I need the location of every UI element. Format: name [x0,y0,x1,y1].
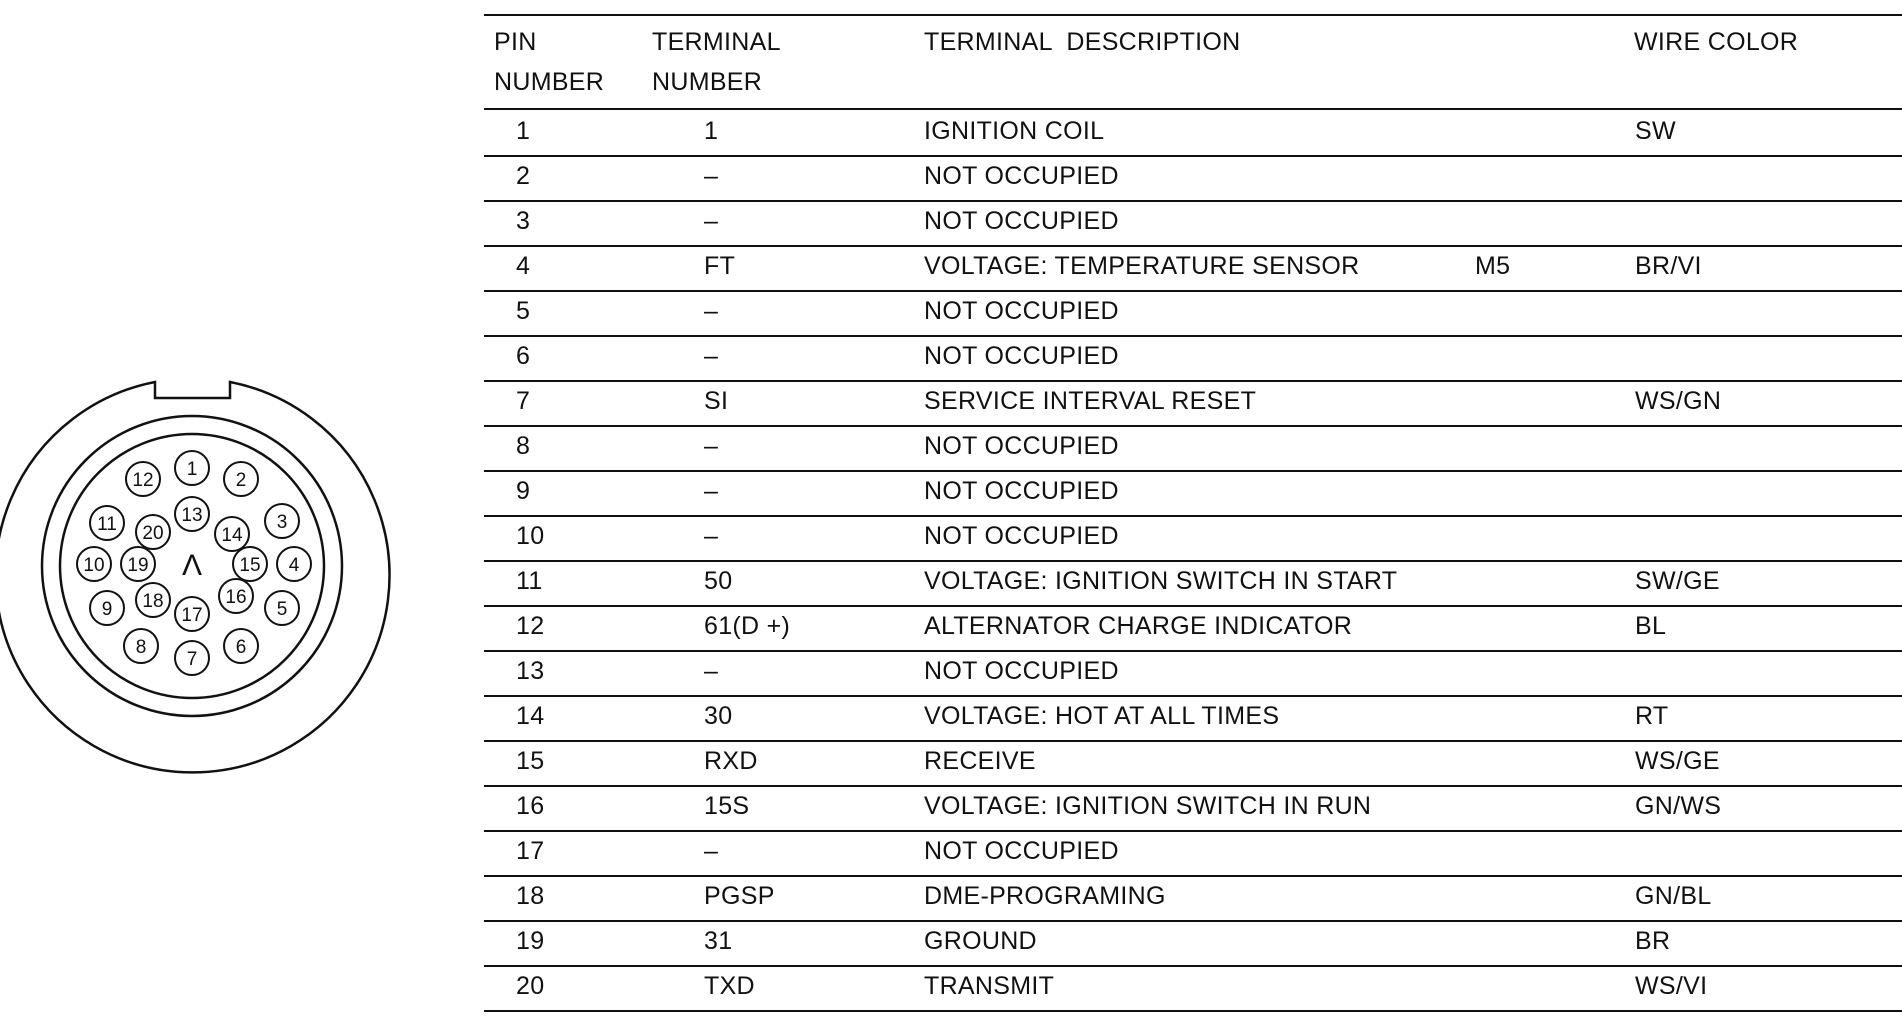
table-row [484,560,1902,607]
terminal-description-cell: TRANSMIT [924,972,1055,1000]
connector-pin-8-label: 8 [135,637,147,658]
connector-pin-10-label: 10 [83,555,105,576]
terminal-description-cell: NOT OCCUPIED [924,297,1119,325]
terminal-number-cell: 50 [704,567,733,595]
table-row [484,785,1902,832]
table-row [484,290,1902,337]
connector-pin-15-label: 15 [239,555,261,576]
connector-pin-3-label: 3 [276,512,288,533]
terminal-number-cell: 61(D +) [704,612,791,640]
terminal-number-cell: TXD [704,972,755,1000]
terminal-description-cell: NOT OCCUPIED [924,342,1119,370]
pin-number-cell: 9 [516,477,531,505]
terminal-description-cell: VOLTAGE: IGNITION SWITCH IN RUN [924,792,1372,820]
table-row [484,740,1902,787]
pin-assignment-table [484,0,1902,1024]
terminal-number-cell: – [704,207,719,235]
header-terminal-description: TERMINAL DESCRIPTION [924,28,1241,56]
connector-pin-19-label: 19 [127,555,149,576]
terminal-description-cell: DME-PROGRAMING [924,882,1166,910]
terminal-number-cell: – [704,837,719,865]
pin-number-cell: 18 [516,882,545,910]
wire-color-cell: SW [1635,117,1676,145]
wire-color-cell: RT [1635,702,1669,730]
terminal-description-cell: IGNITION COIL [924,117,1105,145]
connector-pin-11-label: 11 [97,514,117,535]
pin-number-cell: 14 [516,702,545,730]
terminal-number-cell: 1 [704,117,719,145]
table-top-rule [484,14,1902,16]
wire-color-cell: WS/GE [1635,747,1720,775]
table-row [484,335,1902,382]
table-row [484,920,1902,967]
terminal-number-cell: – [704,477,719,505]
connector-pin-16-label: 16 [225,587,247,608]
connector-key-notch: Λ [181,549,203,582]
terminal-description-cell: VOLTAGE: HOT AT ALL TIMES [924,702,1280,730]
terminal-description-cell: VOLTAGE: IGNITION SWITCH IN START [924,567,1398,595]
table-row [484,380,1902,427]
connector-diagram [0,364,400,774]
wire-color-cell: BR [1635,927,1671,955]
connector-pin-17-label: 17 [181,605,203,626]
connector-pin-4-label: 4 [288,555,300,576]
terminal-description-cell: NOT OCCUPIED [924,162,1119,190]
header-wire-color: WIRE COLOR [1634,28,1799,56]
pin-number-cell: 4 [516,252,531,280]
connector-pin-13-label: 13 [181,505,203,526]
connector-pin-14-label: 14 [221,525,243,546]
table-row [484,965,1902,1012]
wire-color-cell: SW/GE [1635,567,1720,595]
pin-number-cell: 3 [516,207,531,235]
table-row [484,830,1902,877]
header-pin-line-2: NUMBER [494,68,605,96]
pin-number-cell: 17 [516,837,545,865]
pin-number-cell: 8 [516,432,531,460]
table-row [484,650,1902,697]
terminal-description-cell: NOT OCCUPIED [924,522,1119,550]
terminal-number-cell: – [704,162,719,190]
table-row [484,515,1902,562]
table-row [484,695,1902,742]
header-pin-number [494,22,604,102]
terminal-number-cell: RXD [704,747,758,775]
pin-number-cell: 5 [516,297,531,325]
wire-color-cell: WS/GN [1635,387,1722,415]
terminal-description-cell: NOT OCCUPIED [924,837,1119,865]
pin-number-cell: 16 [516,792,545,820]
pin-number-cell: 19 [516,927,545,955]
connector-pin-6-label: 6 [235,637,247,658]
wire-color-cell: BL [1635,612,1667,640]
table-row [484,155,1902,202]
terminal-description-cell: SERVICE INTERVAL RESET [924,387,1257,415]
terminal-number-cell: PGSP [704,882,775,910]
pin-number-cell: 7 [516,387,531,415]
terminal-description-cell: NOT OCCUPIED [924,432,1119,460]
table-row [484,110,1902,157]
terminal-number-cell: FT [704,252,736,280]
header-pin-line-1: PIN [494,28,537,56]
table-row [484,200,1902,247]
terminal-number-cell: – [704,297,719,325]
connector-pin-7-label: 7 [186,649,198,670]
terminal-number-cell: – [704,432,719,460]
table-row [484,245,1902,292]
pin-number-cell: 13 [516,657,545,685]
table-row [484,470,1902,517]
terminal-description-cell: VOLTAGE: TEMPERATURE SENSOR [924,252,1360,280]
terminal-description-cell: RECEIVE [924,747,1036,775]
wire-color-cell: BR/VI [1635,252,1702,280]
connector-pin-20-label: 20 [142,523,164,544]
table-row [484,605,1902,652]
wire-color-cell: WS/VI [1635,972,1708,1000]
terminal-number-cell: SI [704,387,729,415]
terminal-number-cell: 30 [704,702,733,730]
terminal-number-cell: 15S [704,792,750,820]
terminal-description-cell: GROUND [924,927,1037,955]
table-row [484,425,1902,472]
pin-number-cell: 2 [516,162,531,190]
terminal-number-cell: 31 [704,927,733,955]
header-terminal-line-1: TERMINAL [652,28,781,56]
wire-color-cell: GN/WS [1635,792,1722,820]
pin-number-cell: 10 [516,522,545,550]
connector-pin-5-label: 5 [276,599,288,620]
header-terminal-number [652,22,781,102]
pin-number-cell: 6 [516,342,531,370]
pin-number-cell: 12 [516,612,545,640]
terminal-description-cell: NOT OCCUPIED [924,657,1119,685]
terminal-description-cell: NOT OCCUPIED [924,207,1119,235]
connector-pin-1-label: 1 [186,459,198,480]
pin-number-cell: 1 [516,117,531,145]
terminal-description-cell: NOT OCCUPIED [924,477,1119,505]
header-terminal-line-2: NUMBER [652,68,763,96]
terminal-number-cell: – [704,657,719,685]
terminal-number-cell: – [704,342,719,370]
pin-number-cell: 15 [516,747,545,775]
connector-pin-2-label: 2 [235,470,247,491]
module-mark-cell: M5 [1475,252,1511,280]
connector-pin-18-label: 18 [142,591,164,612]
pin-number-cell: 20 [516,972,545,1000]
pin-number-cell: 11 [516,567,543,595]
connector-pin-9-label: 9 [101,599,113,620]
wire-color-cell: GN/BL [1635,882,1712,910]
terminal-description-cell: ALTERNATOR CHARGE INDICATOR [924,612,1353,640]
terminal-number-cell: – [704,522,719,550]
connector-pin-12-label: 12 [132,470,154,491]
table-row [484,875,1902,922]
